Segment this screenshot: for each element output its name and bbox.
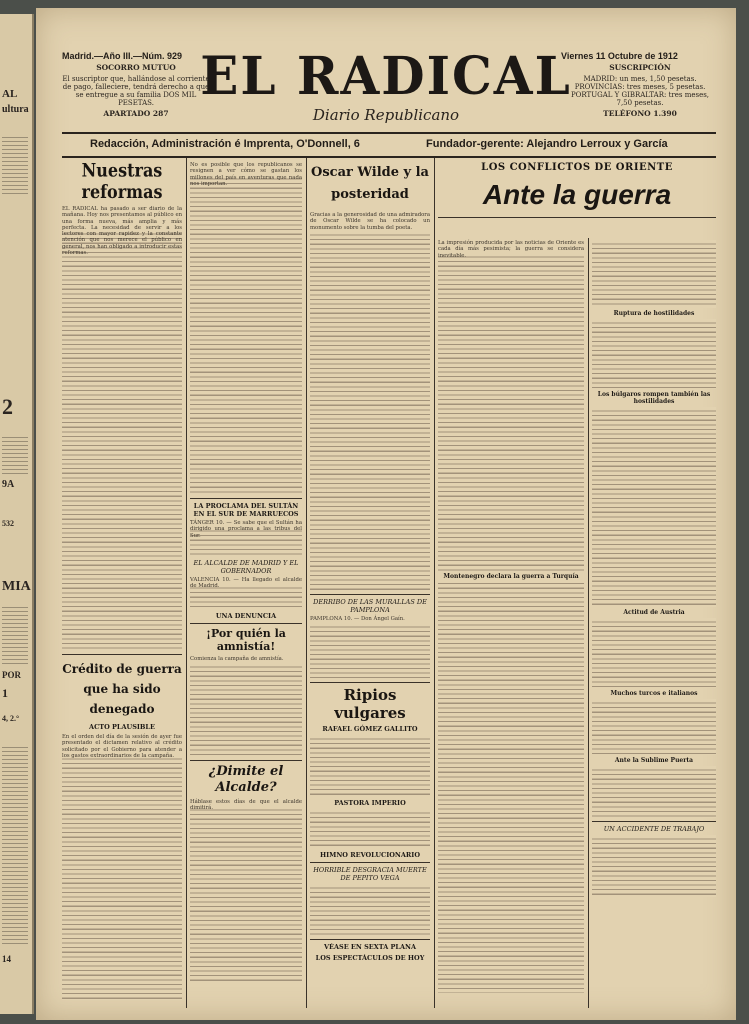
byline: RAFAEL GÓMEZ GALLITO [322,725,418,733]
article-separator [310,862,430,863]
subhead-montenegro: Montenegro declara la guerra a Turquía [438,573,584,580]
article-text-lines [190,806,302,984]
headline-credito-de-guerra: Crédito de guerra que ha sido denegado [62,662,182,716]
article-text-lines [592,240,716,308]
article-text-lines [62,755,182,1000]
article-text-lines [310,231,430,591]
right-ear-title: SUSCRIPCIÓN [609,63,671,72]
article-text: Comienza la campaña de amnistía. [190,656,284,662]
founder-text: Fundador-gerente: Alejandro Lerroux y García [426,138,668,150]
adjacent-text [2,434,28,474]
subhead-proclama-sultan: LA PROCLAMA DEL SULTÁN EN EL SUR DE MARRUECOS [193,502,299,518]
column-2 [190,162,302,984]
subhead-austria: Actitud de Austria [623,609,685,616]
notice-espectaculos: LOS ESPECTÁCULOS DE HOY [315,954,425,962]
article-text-lines [592,618,716,688]
headline-amnistia: ¡Por quién la amnistía! [206,627,286,653]
article-text: TÁNGER 10. — Se sabe que el Sultán ha dirigido una proclama a las tribus del Sur. [190,520,302,539]
article-text: PAMPLONA 10. — Don Ángel Gaín. [310,616,405,622]
subhead-ruptura: Ruptura de hostilidades [613,310,695,317]
adjacent-fragment: 2 [2,394,13,419]
subhead-murallas-pamplona: DERRIBO DE LAS MURALLAS DE PAMPLONA [313,598,427,614]
adjacent-fragment: POR [2,670,21,680]
right-ear [566,64,714,118]
address-bar [62,134,716,156]
article-separator [190,760,302,761]
article-text: VALENCIA 10. — Ha llegado el alcalde de Madrid. [190,577,302,590]
article-separator [310,594,430,595]
article-separator [190,498,302,499]
article-separator [190,623,302,624]
subhead-horrible-desgracia: HORRIBLE DESGRACIA MUERTE DE PEPITO VEGA [313,866,427,882]
adjacent-fragment: MIA [2,579,31,594]
column-4 [438,240,584,580]
adjacent-text [2,744,28,944]
article-text: Háblase estos días de que el alcalde dimitirá. [190,799,302,812]
adjacent-fragment: 1 [2,686,8,700]
adjacent-page-strip [0,14,34,1014]
article-text-lines [310,623,430,679]
article-text-lines [592,699,716,755]
kicker-conflictos-oriente: LOS CONFLICTOS DE ORIENTE [481,162,673,173]
column-1 [62,159,182,1000]
article-separator [310,939,430,940]
column-5 [592,240,716,897]
article-text-lines [592,766,716,818]
adjacent-fragment: 532 [2,519,14,528]
headline-nuestras-reformas: Nuestras reformas [81,159,163,203]
article-text: EL RADICAL ha pasado a ser diario de la mañana. Hoy nos presentamos al público en una forma nueva, más amplia y más perfecta. La necesidad de servir a los lectores con mayor rapidez y la constante atención que nos merece el público en general, nos han obligado a introducir estas reformas. [62,206,182,257]
article-text-lines [190,175,302,495]
subhead-acto-plausible: ACTO PLAUSIBLE [89,723,155,731]
masthead [36,8,736,160]
newspaper-subtitle: Diario Republicano [312,106,460,124]
article-text-lines [592,319,716,389]
poem-lines [310,809,430,849]
left-ear-title: SOCORRO MUTUO [96,63,176,72]
edition-line: Madrid.—Año III.—Núm. 929 [62,51,183,61]
article-separator [62,654,182,655]
subhead-sublime-puerta: Ante la Sublime Puerta [614,757,694,764]
article-text-lines [62,230,182,650]
left-ear-footer: APARTADO 287 [103,108,169,118]
subhead-accidente-trabajo: UN ACCIDENTE DE TRABAJO [603,825,705,833]
newspaper-page [36,8,736,1020]
date-line: Viernes 11 Octubre de 1912 [561,51,678,61]
subhead-pastora-imperio: PASTORA IMPERIO [334,799,406,807]
column-3 [310,162,430,962]
adjacent-text [2,604,28,664]
poem-lines [310,735,430,797]
subhead-himno: HIMNO REVOLUCIONARIO [319,851,421,859]
masthead-rule-bottom [62,156,716,158]
adjacent-fragment: ultura [2,104,29,115]
column-divider [186,158,187,1008]
article-text: La impresión producida por las noticias de Oriente es cada día más pesimista; la guerra se considera inevitable. [438,240,584,259]
adjacent-fragment: 9A [2,479,15,490]
article-text-lines [592,835,716,897]
headline-ante-la-guerra: Ante la guerra [482,179,672,210]
column-divider [588,238,589,1008]
subhead-una-denuncia: UNA DENUNCIA [215,612,277,620]
newspaper-title: EL RADICAL [200,44,572,107]
adjacent-text [2,134,28,194]
article-separator [310,682,430,683]
article-text: No es posible que los republicanos se resignen a ver cómo se gastan los millones del país en aventuras que nada nos importan. [190,162,302,187]
article-text: Gracias a la generosidad de una admiradora de Oscar Wilde se ha colocado un monumento sobre la tumba del poeta. [310,212,430,231]
adjacent-fragment: AL [2,88,18,100]
article-separator [592,821,716,822]
article-text: En el orden del día de la sesión de ayer fue presentado el dictamen relativo al crédito solicitado por el Gobierno para atender a los gastos extraordinarios de la campaña. [62,734,182,759]
headline-rule [438,217,716,218]
adjacent-fragment: 4, 2.° [2,714,20,723]
column-divider [306,158,307,1008]
headline-dimite-alcalde: ¿Dimite el Alcalde? [208,764,284,795]
column-divider [434,158,435,1008]
address-text: Redacción, Administración é Imprenta, O'Donnell, 6 [90,138,360,150]
subhead-bulgaros: Los búlgaros rompen también las hostilidades [597,391,711,405]
right-ear-footer: TELÉFONO 1.390 [603,108,677,118]
article-text-lines [438,253,584,993]
subhead-alcalde-gobernador: EL ALCALDE DE MADRID Y EL GOBERNADOR [193,559,299,575]
right-ear-text: MADRID: un mes, 1,50 pesetas. PROVINCIAS: tres meses, 5 pesetas. PORTUGAL Y GIBRALTAR: tres meses, 7,50 pesetas. [570,74,710,107]
oriente-section [438,162,716,222]
article-text-lines [310,884,430,936]
headline-ripios-vulgares: Ripios vulgares [334,686,406,722]
article-text-lines [592,407,716,607]
left-ear-text: El suscriptor que, hallándose al corriente de pago, falleciere, tendrá derecho a que se entregue a su familia DOS MIL PESETAS. [62,74,210,107]
headline-oscar-wilde: Oscar Wilde y la posteridad [311,165,429,202]
subhead-turcos: Muchos turcos e italianos [610,690,698,697]
article-text-lines [190,663,302,757]
notice-sexta-plana: VÉASE EN SEXTA PLANA [323,943,417,951]
adjacent-fragment: 14 [2,954,11,964]
